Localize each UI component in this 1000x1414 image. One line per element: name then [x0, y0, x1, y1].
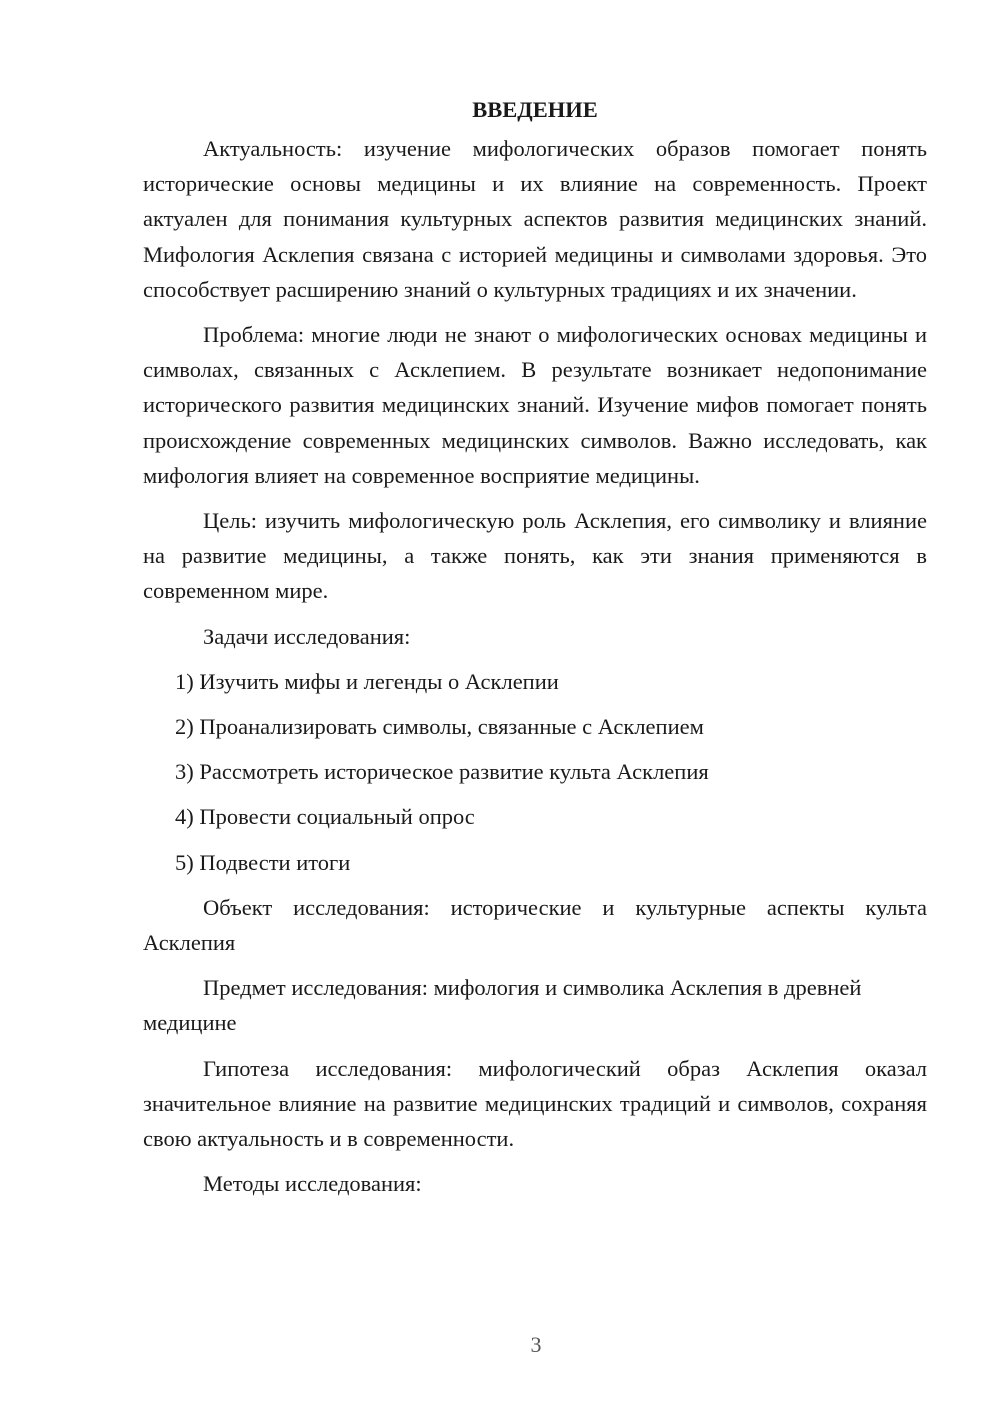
- page-content: [143, 92, 927, 1211]
- object-paragraph: Объект исследования: исторические и культурные аспекты культа Асклепия: [143, 894, 927, 956]
- task-item: 1) Изучить мифы и легенды о Асклепии: [175, 668, 559, 694]
- task-item: 5) Подвести итоги: [175, 849, 351, 875]
- section-title: ВВЕДЕНИЕ: [472, 97, 598, 122]
- relevance-paragraph: Актуальность: изучение мифологических образов помогает понять исторические основы медицины и их влияние на современность. Проект актуален для понимания культурных аспектов развития медицинских знаний. Мифология Асклепия связана с историей медицины и символами здоровья. Это способствует расширению знаний о культурных традициях и их значении.: [143, 136, 927, 302]
- problem-paragraph: Проблема: многие люди не знают о мифологических основах медицины и символах, связанных с Асклепием. В результате возникает недопонимание исторического развития медицинских знаний. Изучение мифов помогает понять происхождение современных медицинских символов. Важно исследовать, как мифология влияет на современное восприятие медицины.: [143, 322, 927, 488]
- tasks-list: [143, 664, 927, 880]
- methods-heading: Методы исследования:: [203, 1171, 422, 1197]
- tasks-heading: Задачи исследования:: [203, 623, 411, 649]
- task-item: 2) Проанализировать символы, связанные с Асклепием: [175, 714, 704, 740]
- task-item: 3) Рассмотреть историческое развитие культа Асклепия: [175, 759, 709, 785]
- subject-paragraph: Предмет исследования: мифология и символика Асклепия в древней медицине: [143, 975, 862, 1036]
- task-item: 4) Провести социальный опрос: [175, 804, 475, 830]
- hypothesis-paragraph: Гипотеза исследования: мифологический образ Асклепия оказал значительное влияние на развитие медицинских традиций и символов, сохраняя свою актуальность и в современности.: [143, 1055, 927, 1152]
- page-number: 3: [530, 1332, 542, 1357]
- goal-paragraph: Цель: изучить мифологическую роль Асклепия, его символику и влияние на развитие медицины, а также понять, как эти знания применяются в современном мире.: [143, 508, 927, 604]
